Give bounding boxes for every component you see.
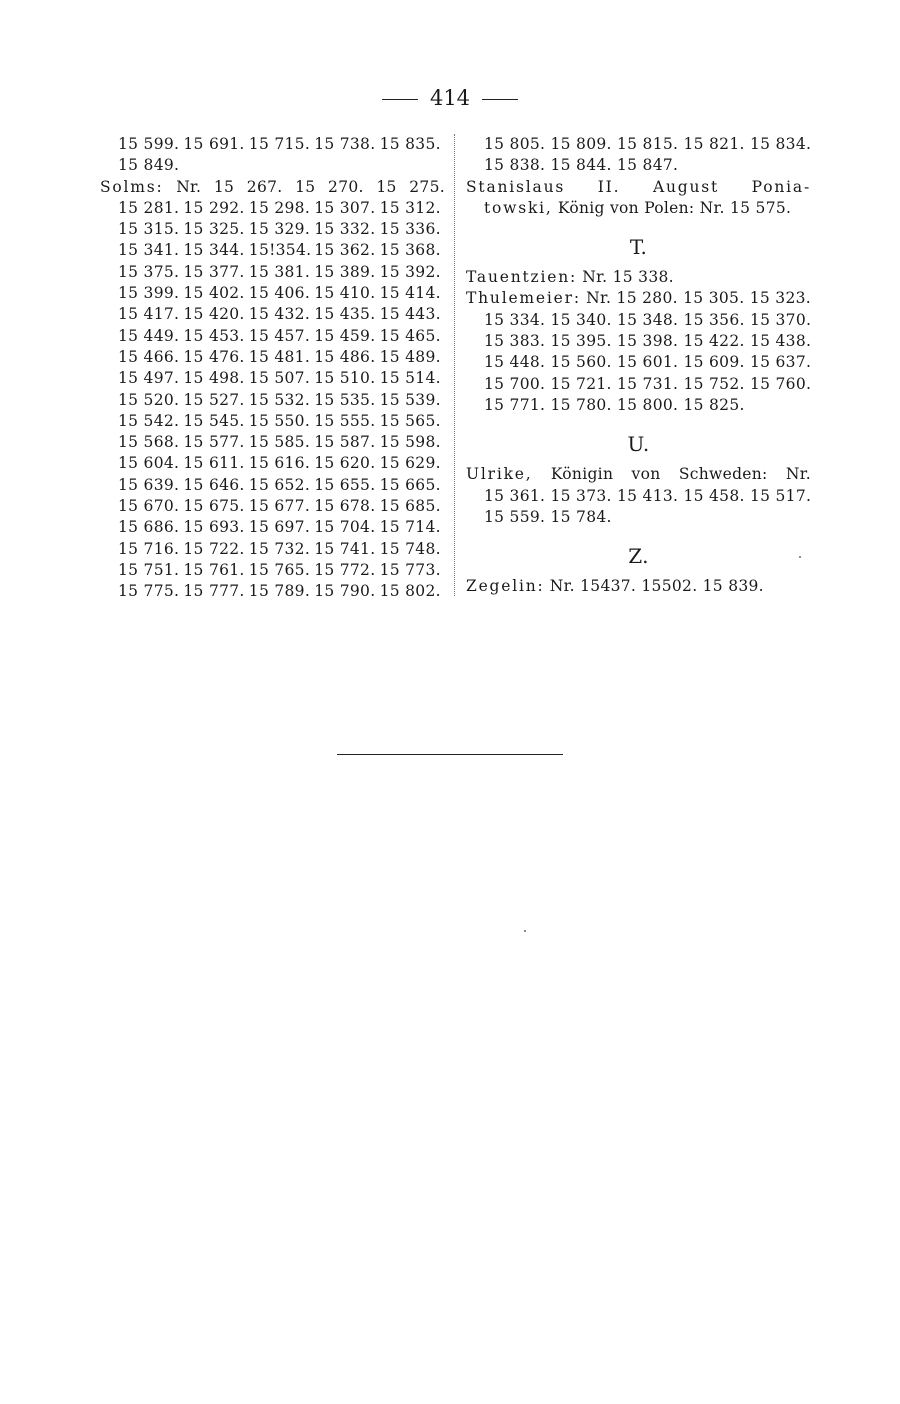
register-number: 15 315. xyxy=(118,220,180,239)
register-number: 15 402. xyxy=(183,284,245,303)
number-row xyxy=(100,283,445,304)
register-number: 15 802. xyxy=(379,582,441,601)
number-row xyxy=(100,368,445,389)
register-number: 15 599. xyxy=(118,135,180,153)
ulrike-line: 15 361. 15 373. 15 413. 15 458. 15 517. xyxy=(484,486,812,505)
thulemeier-line: 15 771. 15 780. 15 800. 15 825. xyxy=(484,395,745,414)
register-number: 15 406. xyxy=(248,284,311,303)
number-row xyxy=(100,432,445,453)
register-number: 15 341. xyxy=(118,241,180,260)
register-number: 15 362. xyxy=(314,241,376,260)
register-number: 15 620. xyxy=(314,454,376,473)
register-number: 15 738. xyxy=(314,135,376,153)
register-number: 15 520. xyxy=(118,390,180,409)
register-number: 15 329. xyxy=(248,220,311,239)
register-number: 15 270. xyxy=(295,177,364,196)
entry-text: König von Polen: Nr. 15 575. xyxy=(557,198,792,217)
entry-text: Königin von Schweden: Nr. xyxy=(550,465,811,484)
register-number: 15 420. xyxy=(183,305,245,324)
ulrike-line: 15 559. 15 784. xyxy=(484,507,612,526)
header-dash-right xyxy=(482,99,518,100)
number-row xyxy=(100,517,445,538)
thulemeier-line: 15 700. 15 721. 15 731. 15 752. 15 760. xyxy=(484,374,812,393)
number-row xyxy=(100,581,445,602)
right-column xyxy=(466,134,811,597)
intro-row xyxy=(100,134,445,155)
tauentzien-entry xyxy=(466,267,811,288)
register-number: 15 466. xyxy=(118,347,180,366)
column-divider xyxy=(454,134,455,596)
register-number: 15 598. xyxy=(379,433,441,452)
register-number: 15 697. xyxy=(248,518,311,537)
entry-name: Thulemeier: xyxy=(466,289,581,308)
stanislaus-entry-heading: Stanislaus II. August Ponia- xyxy=(466,177,811,196)
register-number: 15 443. xyxy=(379,305,441,324)
stanislaus-entry-tail xyxy=(466,198,811,219)
zegelin-entry xyxy=(466,576,811,597)
register-number: 15 616. xyxy=(248,454,311,473)
register-number: 15 459. xyxy=(314,326,376,345)
register-number: 15 715. xyxy=(248,135,311,153)
register-number: 15 375. xyxy=(118,262,180,281)
number-row xyxy=(100,262,445,283)
register-number: 15 790. xyxy=(314,582,376,601)
register-number: 15 685. xyxy=(379,497,441,516)
number-row xyxy=(100,198,445,219)
register-number: 15 489. xyxy=(379,347,441,366)
thulemeier-entry-heading xyxy=(466,288,811,309)
register-number: 15 704. xyxy=(314,518,376,537)
entry-name: Solms: xyxy=(100,177,164,196)
register-number: 15 765. xyxy=(248,560,311,579)
register-number: 15 585. xyxy=(248,433,311,452)
register-number: 15 332. xyxy=(314,220,376,239)
register-number: 15 675. xyxy=(183,497,245,516)
register-number: 15 773. xyxy=(379,560,441,579)
register-number: 15 646. xyxy=(183,475,245,494)
register-number: 15 789. xyxy=(248,582,311,601)
register-number: 15 532. xyxy=(248,390,311,409)
section-letter-u: U. xyxy=(627,432,650,457)
register-number: 15 542. xyxy=(118,411,180,430)
register-number: 15 449. xyxy=(118,326,180,345)
number-row xyxy=(100,539,445,560)
register-number: 15 453. xyxy=(183,326,245,345)
thulemeier-line: 15 334. 15 340. 15 348. 15 356. 15 370. xyxy=(484,310,812,329)
register-number: 15 432. xyxy=(248,305,311,324)
number-row xyxy=(100,496,445,517)
page-header xyxy=(0,86,900,110)
register-number: 15 510. xyxy=(314,369,376,388)
register-number: 15 392. xyxy=(379,262,441,281)
register-number: 15 665. xyxy=(379,475,441,494)
number-row xyxy=(100,304,445,325)
register-number: 15 577. xyxy=(183,433,245,452)
nr-label: Nr. xyxy=(176,177,202,196)
register-number: 15 775. xyxy=(118,582,180,601)
register-number: 15 772. xyxy=(314,560,376,579)
register-number: 15 611. xyxy=(183,454,245,473)
register-number: 15 677. xyxy=(248,497,311,516)
intro-tail: 15 849. xyxy=(118,156,180,175)
section-letter-t: T. xyxy=(629,235,648,260)
header-dash-left xyxy=(382,99,418,100)
entry-text: Nr. 15437. 15502. 15 839. xyxy=(549,577,764,596)
number-row xyxy=(100,219,445,240)
paper-speck xyxy=(524,930,526,932)
register-number: 15 399. xyxy=(118,284,180,303)
register-number: 15 514. xyxy=(379,369,441,388)
paper-speck xyxy=(799,556,801,558)
end-rule xyxy=(337,754,563,755)
register-number: 15 539. xyxy=(379,390,441,409)
entry-name: Ulrike, xyxy=(466,465,533,484)
register-number: 15 457. xyxy=(248,326,311,345)
register-number: 15 507. xyxy=(248,369,311,388)
register-number: 15 381. xyxy=(248,262,311,281)
register-number: 15 693. xyxy=(183,518,245,537)
register-number: 15 325. xyxy=(183,220,245,239)
register-number: 15 568. xyxy=(118,433,180,452)
ulrike-entry-heading xyxy=(466,464,811,485)
register-number: 15 604. xyxy=(118,454,180,473)
register-number: 15 377. xyxy=(183,262,245,281)
left-column xyxy=(100,134,445,603)
solms-entry-heading xyxy=(100,177,445,198)
register-number: 15 336. xyxy=(379,220,441,239)
entry-text: Nr. 15 280. 15 305. 15 323. xyxy=(586,289,811,308)
register-number: 15 497. xyxy=(118,369,180,388)
register-number: 15 389. xyxy=(314,262,376,281)
register-number: 15 678. xyxy=(314,497,376,516)
register-number: 15 527. xyxy=(183,390,245,409)
register-number: 15 655. xyxy=(314,475,376,494)
register-number: 15 344. xyxy=(183,241,245,260)
register-number: 15 281. xyxy=(118,198,180,217)
register-number: 15 410. xyxy=(314,284,376,303)
page-number: 414 xyxy=(429,86,471,110)
thulemeier-line: 15 383. 15 395. 15 398. 15 422. 15 438. xyxy=(484,332,812,351)
register-number: 15 639. xyxy=(118,475,180,494)
register-number: 15 435. xyxy=(314,305,376,324)
register-number: 15 714. xyxy=(379,518,441,537)
register-number: 15 275. xyxy=(376,177,445,196)
register-number: 15 691. xyxy=(183,135,245,153)
entry-name: towski, xyxy=(484,198,553,217)
register-number: 15 465. xyxy=(379,326,441,345)
register-number: 15!354. xyxy=(248,241,312,260)
register-number: 15 722. xyxy=(183,539,245,558)
number-row xyxy=(100,326,445,347)
register-number: 15 555. xyxy=(314,411,376,430)
register-number: 15 751. xyxy=(118,560,180,579)
register-number: 15 312. xyxy=(379,198,441,217)
register-number: 15 670. xyxy=(118,497,180,516)
thulemeier-line: 15 448. 15 560. 15 601. 15 609. 15 637. xyxy=(484,353,812,372)
register-number: 15 267. xyxy=(213,177,283,196)
number-row xyxy=(100,453,445,474)
section-letter-z: Z. xyxy=(628,544,649,569)
entry-name: Tauentzien: xyxy=(466,268,578,287)
register-number: 15 629. xyxy=(379,454,441,473)
register-number: 15 565. xyxy=(379,411,441,430)
register-number: 15 414. xyxy=(379,284,441,303)
register-number: 15 486. xyxy=(314,347,376,366)
register-number: 15 741. xyxy=(314,539,376,558)
number-row xyxy=(100,411,445,432)
number-row xyxy=(100,560,445,581)
register-number: 15 732. xyxy=(248,539,311,558)
register-number: 15 545. xyxy=(183,411,245,430)
register-number: 15 716. xyxy=(118,539,180,558)
register-number: 15 535. xyxy=(314,390,376,409)
register-number: 15 368. xyxy=(379,241,441,260)
continued-line: 15 805. 15 809. 15 815. 15 821. 15 834. xyxy=(484,135,812,153)
register-number: 15 652. xyxy=(248,475,311,494)
number-row xyxy=(100,390,445,411)
number-row xyxy=(100,347,445,368)
number-row xyxy=(100,240,445,261)
register-number: 15 417. xyxy=(118,305,180,324)
register-number: 15 498. xyxy=(183,369,245,388)
entry-text: Nr. 15 338. xyxy=(582,268,674,287)
register-number: 15 686. xyxy=(118,518,180,537)
register-number: 15 761. xyxy=(183,560,245,579)
continued-line: 15 838. 15 844. 15 847. xyxy=(484,156,679,175)
register-number: 15 835. xyxy=(379,135,441,153)
register-number: 15 748. xyxy=(379,539,441,558)
number-row xyxy=(100,475,445,496)
solms-number-rows xyxy=(100,198,445,603)
register-number: 15 587. xyxy=(314,433,376,452)
register-number: 15 550. xyxy=(248,411,311,430)
register-number: 15 298. xyxy=(248,198,311,217)
register-number: 15 307. xyxy=(314,198,376,217)
entry-name: Zegelin: xyxy=(466,577,545,596)
register-number: 15 777. xyxy=(183,582,245,601)
register-number: 15 481. xyxy=(248,347,311,366)
register-number: 15 476. xyxy=(183,347,245,366)
register-number: 15 292. xyxy=(183,198,245,217)
